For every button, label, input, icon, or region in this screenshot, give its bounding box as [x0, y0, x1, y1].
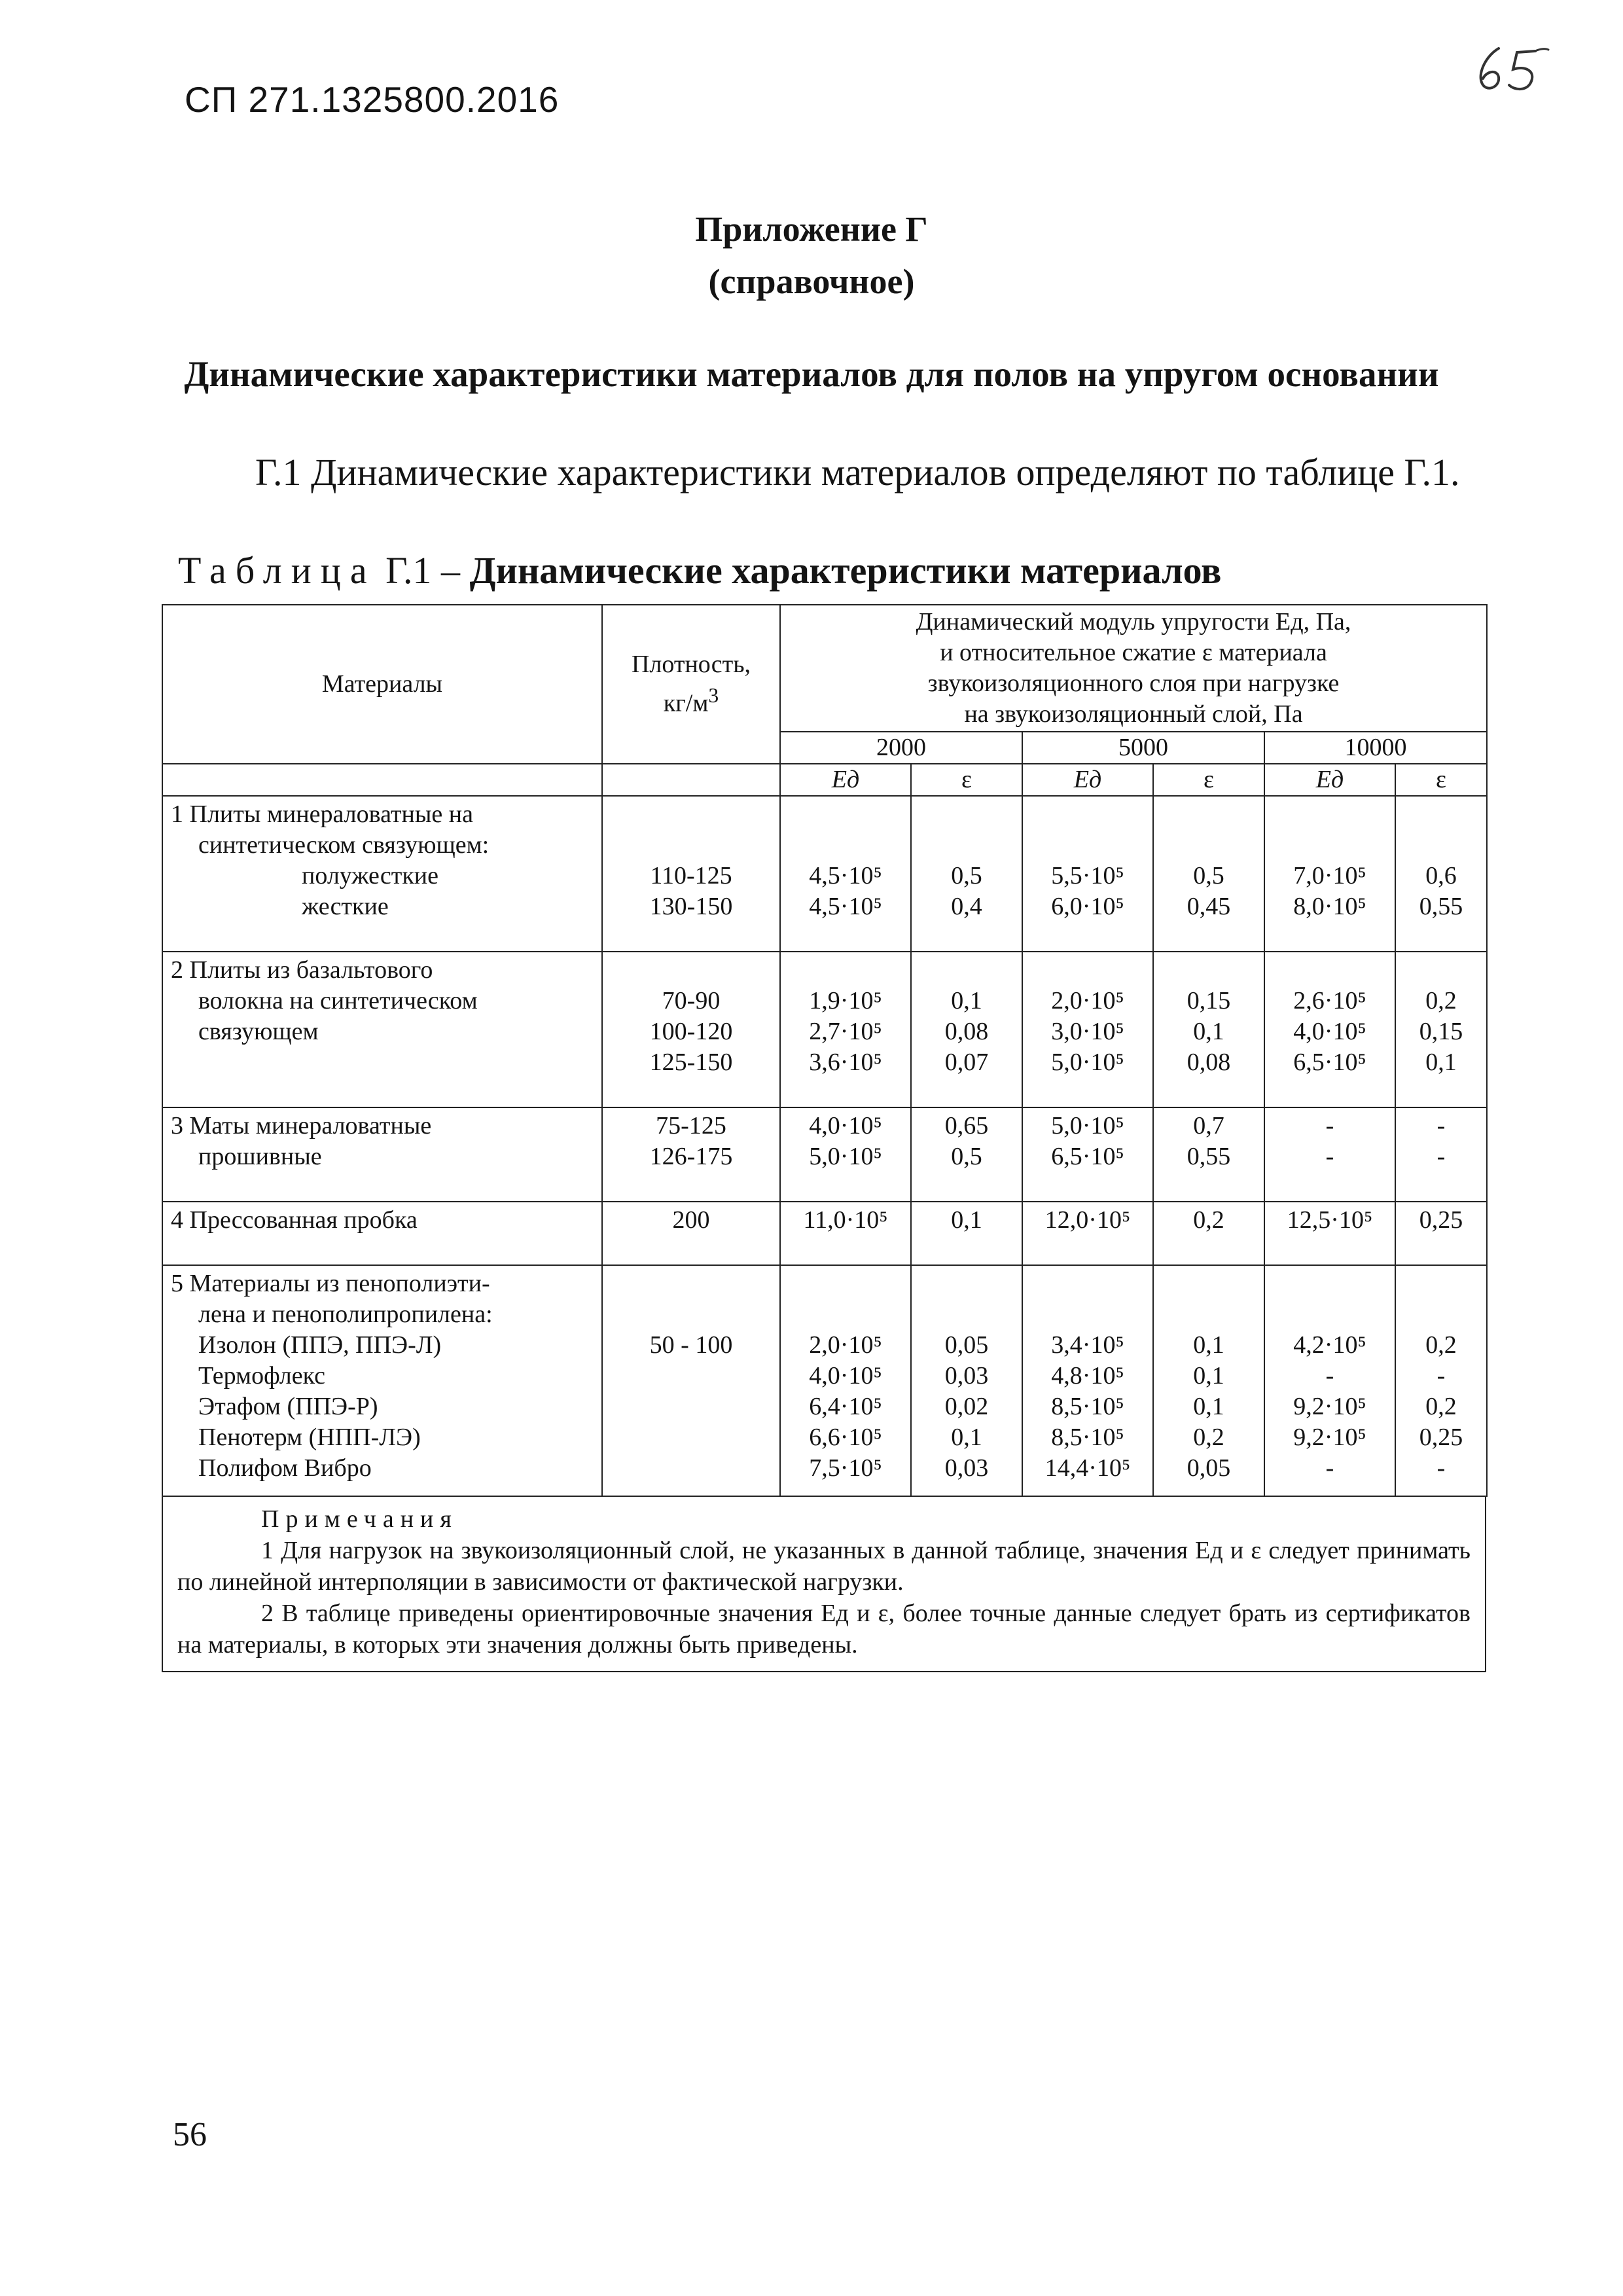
table-value: 8,0·10⁵: [1293, 893, 1366, 920]
table-value: 0,2: [1425, 987, 1457, 1014]
table-value: 0,45: [1186, 893, 1231, 920]
table-value: 4,8·10⁵: [1051, 1362, 1124, 1390]
dynamic-characteristics-table: [162, 604, 1488, 1497]
value-cell-e2000: [911, 1202, 1022, 1265]
table-group-row: [162, 1202, 1487, 1265]
spacer-line: [607, 1299, 776, 1330]
table-value: 0,25: [1419, 1206, 1463, 1234]
header-dynamic-line2: и относительное сжатие ε материала: [940, 639, 1327, 666]
value-cell-e2000: [911, 796, 1022, 952]
table-value: 4,5·10⁵: [809, 893, 882, 920]
spacer-line: [1269, 1299, 1391, 1330]
header-load-2000: 2000: [780, 732, 1022, 764]
document-code: СП 271.1325800.2016: [185, 79, 560, 120]
table-value: 75-125: [656, 1112, 726, 1139]
spacer-line: [1158, 955, 1260, 986]
value-cell-ed5000: [1022, 796, 1153, 952]
table-caption: [178, 548, 1221, 592]
value-cell-density: [602, 796, 780, 952]
table-value: 0,1: [951, 1424, 982, 1451]
table-value: 0,15: [1419, 1018, 1463, 1045]
table-value: 2,6·10⁵: [1293, 987, 1366, 1014]
value-cell-e5000: [1153, 1107, 1264, 1202]
table-value: 0,1: [1193, 1362, 1224, 1390]
material-subtype-line: Термофлекс: [198, 1362, 325, 1390]
header-dynamic-line3: звукоизоляционного слоя при нагрузке: [927, 670, 1340, 697]
ed-symbol: Eд: [1073, 766, 1102, 793]
table-value: 0,08: [1186, 1049, 1231, 1076]
table-value: 5,5·10⁵: [1051, 862, 1124, 889]
table-value: 0,5: [951, 1143, 982, 1170]
table-value: 11,0·10⁵: [803, 1206, 888, 1234]
table-value: 100-120: [649, 1018, 733, 1045]
table-value: 0,1: [1193, 1393, 1224, 1420]
table-value: 70-90: [662, 987, 721, 1014]
value-cell-density: [602, 1107, 780, 1202]
spacer-line: [1027, 955, 1149, 986]
table-value: 7,5·10⁵: [809, 1454, 882, 1482]
material-subtype-line: Полифом Вибро: [198, 1454, 372, 1482]
table-group-row: [162, 1265, 1487, 1496]
table-value: 0,7: [1193, 1112, 1224, 1139]
spacer-line: [785, 830, 906, 861]
header-dynamic-line1: Динамический модуль упругости Eд, Па,: [916, 608, 1351, 636]
table-value: 0,1: [951, 987, 982, 1014]
table-value: 8,5·10⁵: [1051, 1424, 1124, 1451]
table-value: -: [1325, 1112, 1334, 1139]
value-cell-e10000: [1395, 952, 1487, 1107]
subheader-blank: [162, 764, 602, 796]
value-cell-ed2000: [780, 1107, 911, 1202]
material-name-line: волокна на синтетическом: [198, 987, 478, 1014]
table-value: 110-125: [650, 862, 732, 889]
header-density-line1: Плотность,: [631, 651, 751, 679]
table-value: 0,2: [1425, 1393, 1457, 1420]
value-cell-e5000: [1153, 1265, 1264, 1496]
spacer-line: [607, 799, 776, 830]
header-load-5000: 5000: [1022, 732, 1264, 764]
spacer-line: [1027, 799, 1149, 830]
table-body: [162, 796, 1487, 1496]
value-cell-e2000: [911, 952, 1022, 1107]
value-cell-ed5000: [1022, 1202, 1153, 1265]
spacer-line: [916, 955, 1018, 986]
value-cell-e2000: [911, 1107, 1022, 1202]
header-dynamic-modulus: [780, 605, 1487, 732]
material-subtype-line: Изолон (ППЭ, ППЭ-Л): [198, 1331, 442, 1359]
subheader-eps: ε: [1153, 764, 1264, 796]
appendix-label: Приложение Г: [695, 209, 928, 249]
table-value: 130-150: [649, 893, 733, 920]
spacer-line: [916, 1299, 1018, 1330]
value-cell-density: [602, 1265, 780, 1496]
header-density-unit: кг/м: [663, 689, 709, 717]
spacer-line: [785, 799, 906, 830]
material-name-line: 3 Маты минераловатные: [171, 1112, 432, 1139]
spacer-line: [1400, 1299, 1482, 1330]
header-density-sup: 3: [708, 684, 719, 708]
table-value: -: [1436, 1454, 1446, 1482]
value-cell-density: [602, 952, 780, 1107]
value-cell-e10000: [1395, 1202, 1487, 1265]
table-value: 14,4·10⁵: [1044, 1454, 1131, 1482]
table-value: 50 - 100: [649, 1331, 733, 1359]
value-cell-e10000: [1395, 796, 1487, 952]
table-value: 0,4: [951, 893, 982, 920]
table-value: -: [1325, 1143, 1334, 1170]
table-value: 5,0·10⁵: [1051, 1112, 1124, 1139]
material-label-cell: [162, 1202, 602, 1265]
material-subtype-line: Этафом (ППЭ-Р): [198, 1393, 378, 1420]
value-cell-density: [602, 1202, 780, 1265]
value-cell-ed10000: [1264, 952, 1395, 1107]
spacer-line: [1027, 1299, 1149, 1330]
spacer-line: [1158, 1268, 1260, 1299]
table-value: 1,9·10⁵: [809, 987, 882, 1014]
section-heading: Динамические характеристики материалов для полов на упругом основании: [184, 354, 1439, 394]
header-row: [162, 605, 1487, 732]
material-name-line: лена и пенополипропилена:: [198, 1300, 493, 1328]
value-cell-ed10000: [1264, 1265, 1395, 1496]
material-subtype-line: жесткие: [302, 893, 389, 920]
table-value: 0,03: [944, 1362, 989, 1390]
table-value: 0,1: [951, 1206, 982, 1234]
table-caption-title: Динамические характеристики материалов: [469, 549, 1222, 592]
value-cell-ed5000: [1022, 952, 1153, 1107]
subheader-row: [162, 764, 1487, 796]
spacer-line: [1158, 799, 1260, 830]
spacer-line: [1400, 1268, 1482, 1299]
materials-table-container: [162, 604, 1486, 1672]
table-value: 6,5·10⁵: [1051, 1143, 1124, 1170]
table-group-row: [162, 1107, 1487, 1202]
table-value: 4,0·10⁵: [1293, 1018, 1366, 1045]
notes-section: [162, 1497, 1486, 1672]
material-label-cell: [162, 796, 602, 952]
table-value: 4,5·10⁵: [809, 862, 882, 889]
spacer-line: [916, 799, 1018, 830]
spacer-line: [1269, 955, 1391, 986]
table-value: -: [1325, 1454, 1334, 1482]
table-value: 7,0·10⁵: [1293, 862, 1366, 889]
spacer-line: [1269, 799, 1391, 830]
spacer-line: [785, 1299, 906, 1330]
table-value: 0,55: [1419, 893, 1463, 920]
spacer-line: [1400, 799, 1482, 830]
spacer-line: [1269, 1268, 1391, 1299]
spacer-line: [1400, 955, 1482, 986]
header-dynamic-line4: на звукоизоляционный слой, Па: [964, 700, 1303, 728]
spacer-line: [1269, 830, 1391, 861]
table-value: 6,4·10⁵: [809, 1393, 882, 1420]
table-value: 0,5: [951, 862, 982, 889]
table-value: 0,03: [944, 1454, 989, 1482]
ed-symbol: Eд: [831, 766, 860, 793]
table-value: 3,0·10⁵: [1051, 1018, 1124, 1045]
material-name-line: 5 Материалы из пенополиэти-: [171, 1270, 490, 1297]
table-value: 0,25: [1419, 1424, 1463, 1451]
table-value: 0,05: [1186, 1454, 1231, 1482]
table-value: 4,2·10⁵: [1293, 1331, 1366, 1359]
table-value: 126-175: [649, 1143, 733, 1170]
header-density: [602, 605, 780, 764]
table-caption-word: Таблица: [178, 549, 376, 592]
spacer-line: [916, 1268, 1018, 1299]
value-cell-ed2000: [780, 1202, 911, 1265]
table-value: 0,05: [944, 1331, 989, 1359]
table-value: 0,2: [1425, 1331, 1457, 1359]
spacer-line: [1158, 830, 1260, 861]
subheader-eps: ε: [911, 764, 1022, 796]
table-value: 0,2: [1193, 1206, 1224, 1234]
table-value: 8,5·10⁵: [1051, 1393, 1124, 1420]
table-group-row: [162, 796, 1487, 952]
spacer-line: [1027, 1268, 1149, 1299]
spacer-line: [1400, 830, 1482, 861]
appendix-title: [0, 203, 1623, 308]
table-value: 2,7·10⁵: [809, 1018, 882, 1045]
subheader-ed: [1022, 764, 1153, 796]
header-density-line2: [607, 680, 776, 719]
table-value: 2,0·10⁵: [809, 1331, 882, 1359]
value-cell-ed5000: [1022, 1265, 1153, 1496]
material-label-cell: [162, 952, 602, 1107]
table-value: 0,07: [944, 1049, 989, 1076]
subheader-eps: ε: [1395, 764, 1487, 796]
table-value: 0,65: [944, 1112, 989, 1139]
header-load-10000: 10000: [1264, 732, 1487, 764]
table-value: 0,6: [1425, 862, 1457, 889]
table-value: 125-150: [649, 1049, 733, 1076]
note-item: 1 Для нагрузок на звукоизоляционный слой, не указанных в данной таблице, значения Eд и ε следует принимать по линейной интерполяции в зависимости от фактической нагрузки.: [177, 1537, 1471, 1596]
spacer-line: [785, 1268, 906, 1299]
table-value: 0,5: [1193, 862, 1224, 889]
table-value: 0,15: [1186, 987, 1231, 1014]
table-value: 0,1: [1193, 1018, 1224, 1045]
material-name-line: 2 Плиты из базальтового: [171, 956, 433, 984]
table-value: 9,2·10⁵: [1293, 1393, 1366, 1420]
ed-symbol: Eд: [1315, 766, 1344, 793]
table-value: 0,55: [1186, 1143, 1231, 1170]
handwritten-page-number: [1472, 41, 1551, 99]
subheader-blank: [602, 764, 780, 796]
table-value: 6,0·10⁵: [1051, 893, 1124, 920]
table-value: 3,4·10⁵: [1051, 1331, 1124, 1359]
material-label-cell: [162, 1265, 602, 1496]
value-cell-e2000: [911, 1265, 1022, 1496]
spacer-line: [1027, 830, 1149, 861]
value-cell-ed5000: [1022, 1107, 1153, 1202]
table-value: 0,2: [1193, 1424, 1224, 1451]
subheader-ed: [1264, 764, 1395, 796]
table-value: 9,2·10⁵: [1293, 1424, 1366, 1451]
table-value: 4,0·10⁵: [809, 1362, 882, 1390]
table-value: 200: [672, 1206, 710, 1234]
spacer-line: [1158, 1299, 1260, 1330]
table-group-row: [162, 952, 1487, 1107]
material-name-line: связующем: [198, 1018, 319, 1045]
material-subtype-line: полужесткие: [302, 862, 438, 889]
table-value: 0,02: [944, 1393, 989, 1420]
table-value: 12,5·10⁵: [1287, 1206, 1373, 1234]
spacer-line: [607, 955, 776, 986]
value-cell-ed10000: [1264, 796, 1395, 952]
spacer-line: [607, 1268, 776, 1299]
spacer-line: [785, 955, 906, 986]
table-caption-number: Г.1 –: [385, 549, 461, 592]
value-cell-e5000: [1153, 796, 1264, 952]
table-value: 5,0·10⁵: [1051, 1049, 1124, 1076]
table-value: 0,1: [1425, 1049, 1457, 1076]
appendix-subtitle: (справочное): [708, 262, 915, 301]
table-value: 0,08: [944, 1018, 989, 1045]
material-name-line: 1 Плиты минераловатные на: [171, 800, 473, 828]
value-cell-e10000: [1395, 1107, 1487, 1202]
spacer-line: [607, 830, 776, 861]
table-value: 5,0·10⁵: [809, 1143, 882, 1170]
material-name-line: синтетическом связующем:: [198, 831, 490, 859]
table-value: 6,5·10⁵: [1293, 1049, 1366, 1076]
value-cell-e5000: [1153, 952, 1264, 1107]
value-cell-ed2000: [780, 952, 911, 1107]
spacer-line: [916, 830, 1018, 861]
material-label-cell: [162, 1107, 602, 1202]
value-cell-ed10000: [1264, 1107, 1395, 1202]
table-value: -: [1325, 1362, 1334, 1390]
table-value: 0,1: [1193, 1331, 1224, 1359]
table-value: -: [1436, 1143, 1446, 1170]
material-name-line: прошивные: [198, 1143, 322, 1170]
value-cell-e10000: [1395, 1265, 1487, 1496]
material-subtype-line: Пенотерм (НПП-ЛЭ): [198, 1424, 421, 1451]
table-value: 3,6·10⁵: [809, 1049, 882, 1076]
value-cell-e5000: [1153, 1202, 1264, 1265]
intro-paragraph: Г.1 Динамические характеристики материалов определяют по таблице Г.1.: [255, 451, 1460, 493]
header-materials: Материалы: [162, 605, 602, 764]
value-cell-ed2000: [780, 1265, 911, 1496]
table-value: 12,0·10⁵: [1044, 1206, 1131, 1234]
table-value: 4,0·10⁵: [809, 1112, 882, 1139]
table-value: -: [1436, 1112, 1446, 1139]
notes-title: Примечания: [261, 1505, 458, 1533]
table-value: 6,6·10⁵: [809, 1424, 882, 1451]
page-number: 56: [173, 2116, 207, 2153]
material-name-line: 4 Прессованная пробка: [171, 1206, 418, 1234]
value-cell-ed2000: [780, 796, 911, 952]
table-value: 2,0·10⁵: [1051, 987, 1124, 1014]
table-value: -: [1436, 1362, 1446, 1390]
note-item: 2 В таблице приведены ориентировочные значения Eд и ε, более точные данные следует брать из сертификатов на материалы, в которых эти значения должны быть приведены.: [177, 1600, 1471, 1659]
value-cell-ed10000: [1264, 1202, 1395, 1265]
subheader-ed: [780, 764, 911, 796]
